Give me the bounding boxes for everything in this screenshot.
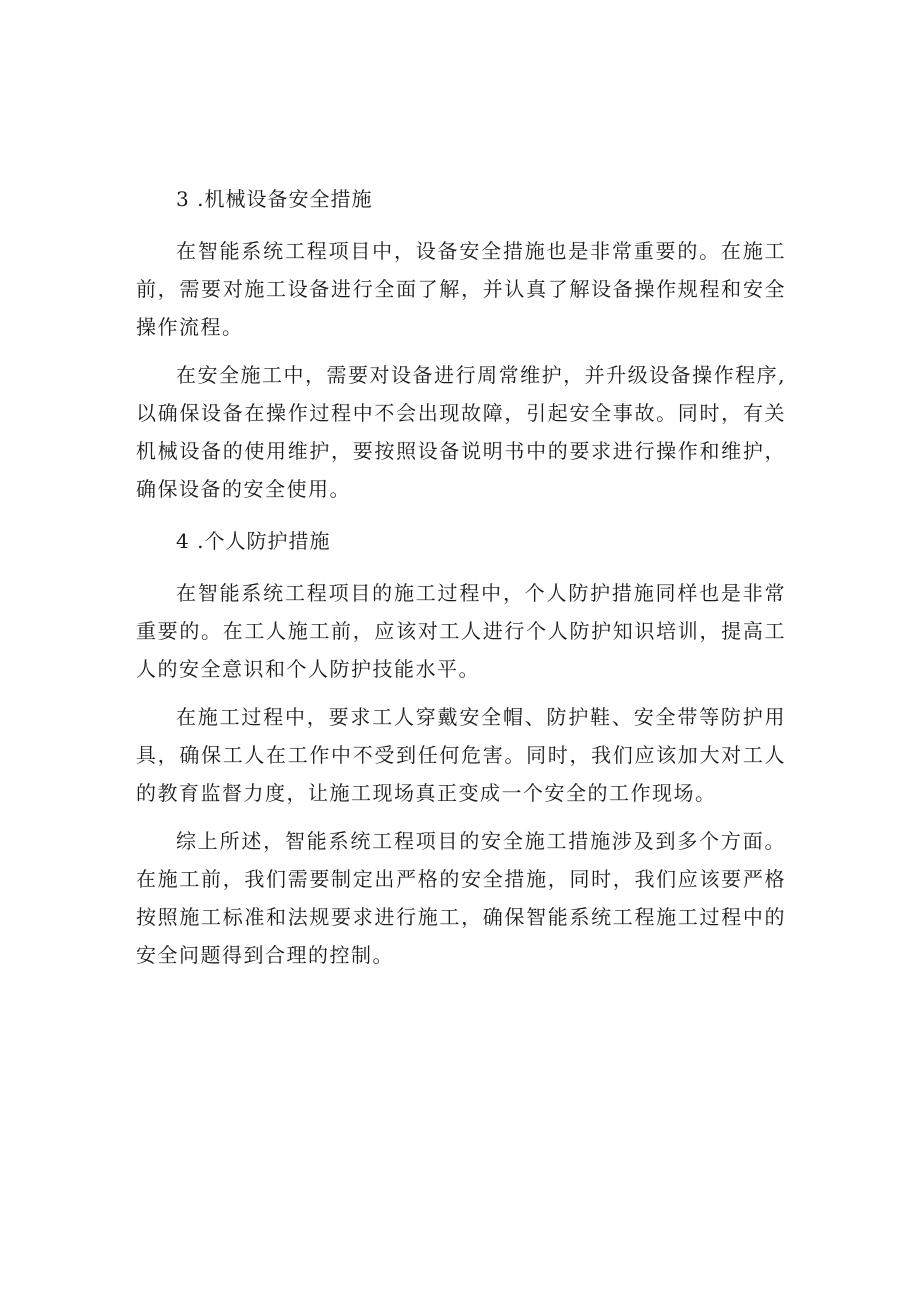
section-4-heading: 4 .个人防护措施 [176, 529, 331, 553]
section-3-heading: 3 .机械设备安全措施 [176, 187, 373, 211]
section-4-paragraph-1: 在智能系统工程项目的施工过程中，个人防护措施同样也是非常重要的。在工人施工前，应该对工人进行个人防护知识培训，提高工人的安全意识和个人防护技能水平。 [136, 581, 786, 681]
document-body [136, 180, 786, 984]
section-3-paragraph-2: 在安全施工中，需要对设备进行周常维护，并升级设备操作程序,以确保设备在操作过程中不会出现故障，引起安全事故。同时，有关机械设备的使用维护，要按照设备说明书中的要求进行操作和维护，确保设备的安全使用。 [136, 363, 786, 501]
conclusion-paragraph: 综上所述，智能系统工程项目的安全施工措施涉及到多个方面。在施工前，我们需要制定出严格的安全措施，同时，我们应该要严格按照施工标准和法规要求进行施工，确保智能系统工程施工过程中的安全问题得到合理的控制。 [136, 829, 786, 967]
section-4-paragraph-2: 在施工过程中，要求工人穿戴安全帽、防护鞋、安全带等防护用具，确保工人在工作中不受到任何危害。同时，我们应该加大对工人的教育监督力度，让施工现场真正变成一个安全的工作现场。 [136, 705, 786, 805]
section-3-paragraph-1: 在智能系统工程项目中，设备安全措施也是非常重要的。在施工前，需要对施工设备进行全面了解，并认真了解设备操作规程和安全操作流程。 [136, 239, 786, 339]
